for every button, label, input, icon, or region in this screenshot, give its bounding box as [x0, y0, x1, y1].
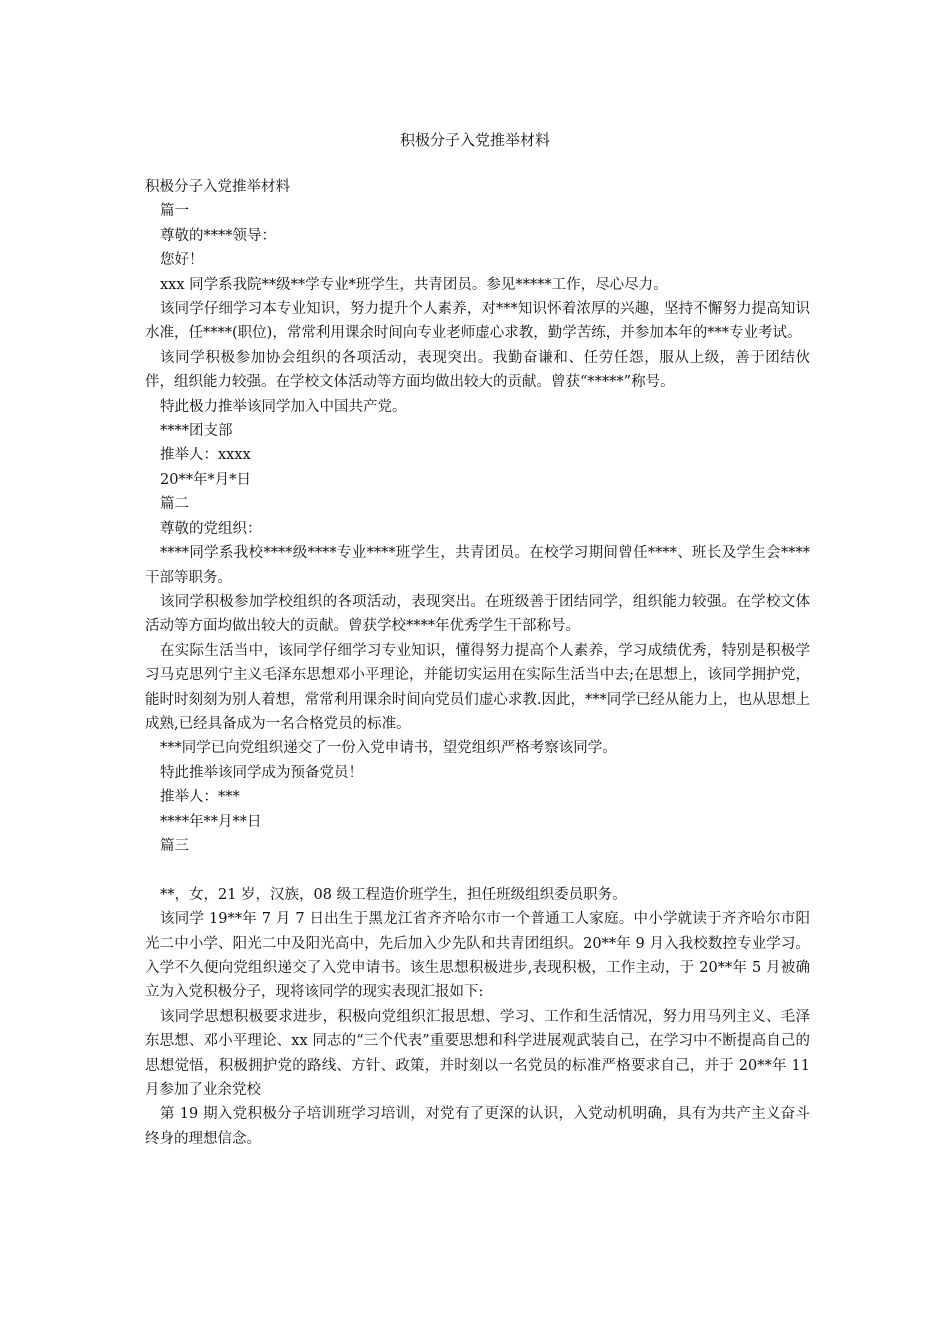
paragraph: 第 19 期入党积极分子培训班学习培训，对党有了更深的认识，入党动机明确，具有为共产主义奋斗终身的理想信念。: [145, 1106, 810, 1147]
salutation: 尊敬的****领导：: [160, 227, 276, 244]
paragraph: xxx 同学系我院**级**学专业*班学生，共青团员。参见*****工作，尽心尽力。: [160, 276, 668, 293]
signature-recommender: 推举人：xxxx: [160, 447, 251, 464]
signature-date: 20**年*月*日: [160, 471, 251, 488]
section-label-3: 篇三: [160, 837, 189, 854]
document-title: 积极分子入党推举材料: [399, 131, 550, 149]
paragraph: 该同学积极参加协会组织的各项活动，表现突出。我勤奋谦和、任劳任怨，服从上级，善于团结伙伴，组织能力较强。在学校文体活动等方面均做出较大的贡献。曾获“*****”称号。: [145, 349, 810, 391]
section-label-1: 篇一: [160, 203, 189, 220]
paragraph: 该同学 19**年 7 月 7 日出生于黑龙江省齐齐哈尔市一个普通工人家庭。中小学就读于齐齐哈尔市阳光二中小学、阳光二中及阳光高中，先后加入少先队和共青团组织。20**年 9 月入我校数控专业学习。入学不久便向党组织递交了入党申请书。该生思想积极进步,表现积极，工作主动，于 20**年 5 月被确立为入党积极分子，现将该同学的现实表现汇报如下:: [145, 911, 810, 1001]
signature-org: ****团支部: [160, 423, 233, 440]
blank-line: [145, 858, 810, 882]
signature-date: ****年**月**日: [160, 813, 262, 830]
signature-recommender: 推举人：***: [160, 789, 240, 806]
document-heading: 积极分子入党推举材料: [145, 179, 290, 195]
salutation: 尊敬的党组织：: [160, 520, 262, 537]
paragraph: 该同学仔细学习本专业知识，努力提升个人素养，对***知识怀着浓厚的兴趣，坚持不懈努力提高知识水准，任****(职位)，常常利用课余时间向专业老师虚心求教，勤学苦练，并参加本年的***专业考试。: [145, 301, 810, 342]
paragraph: 该同学思想积极要求进步，积极向党组织汇报思想、学习、工作和生活情况，努力用马列主义、毛泽东思想、邓小平理论、xx 同志的“三个代表”重要思想和科学进展观武装自己，在学习中不断提高自己的思想觉悟，积极拥护党的路线、方针、政策，并时刻以一名党员的标准严格要求自己，并于 20**年 11 月参加了业余党校: [145, 1008, 810, 1099]
paragraph: 特此推举该同学成为预备党员！: [160, 764, 363, 781]
greeting: 您好！: [160, 252, 204, 269]
document-body: [145, 175, 810, 1151]
paragraph: ***同学已向党组织递交了一份入党申请书，望党组织严格考察该同学。: [160, 740, 617, 757]
paragraph: ****同学系我校****级****专业****班学生，共青团员。在校学习期间曾任****、班长及学生会****干部等职务。: [145, 545, 810, 586]
section-label-2: 篇二: [160, 496, 189, 513]
paragraph: **，女，21 岁，汉族，08 级工程造价班学生，担任班级组织委员职务。: [160, 886, 627, 903]
paragraph: 特此极力推举该同学加入中国共产党。: [160, 398, 407, 415]
paragraph: 在实际生活当中，该同学仔细学习专业知识，懂得努力提高个人素养，学习成绩优秀，特别是积极学习马克思列宁主义毛泽东思想邓小平理论，并能切实运用在实际生活当中去;在思想上，该同学拥护党，能时时刻刻为别人着想，常常利用课余时间向党员们虚心求教.因此，***同学已经从能力上，也从思想上成熟,已经具备成为一名合格党员的标准。: [145, 642, 810, 732]
paragraph: 该同学积极参加学校组织的各项活动，表现突出。在班级善于团结同学，组织能力较强。在学校文体活动等方面均做出较大的贡献。曾获学校****年优秀学生干部称号。: [145, 593, 810, 635]
